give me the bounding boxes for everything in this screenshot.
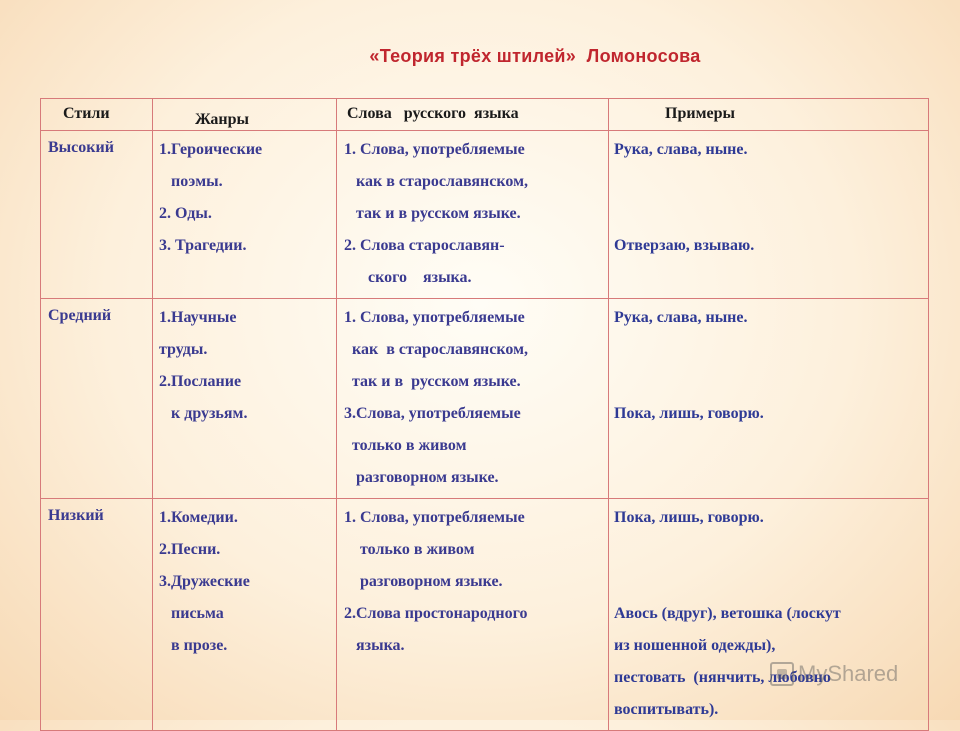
words-cell	[337, 499, 609, 731]
table-row-middle	[41, 299, 929, 499]
genre-line: 1.Героические	[159, 141, 263, 158]
table-header-row	[41, 99, 929, 131]
word-line: 1. Слова, употребляемые	[344, 309, 525, 326]
table-row-low	[41, 499, 929, 731]
example-line	[609, 170, 928, 202]
watermark	[770, 661, 898, 687]
genre-line: поэмы.	[159, 173, 223, 190]
word-line: 2.Слова простонародного	[344, 605, 528, 622]
example-line: Авось (вдруг), ветошка (лоскут	[614, 605, 841, 622]
style-cell: Низкий	[41, 499, 153, 731]
word-line: как в старославянском,	[344, 341, 528, 358]
genre-line: 2.Песни.	[159, 541, 221, 558]
styles-table	[40, 98, 929, 731]
word-line: только в живом	[344, 541, 475, 558]
style-cell: Высокий	[41, 131, 153, 299]
example-line: Рука, слава, ныне.	[614, 309, 748, 326]
example-line	[609, 538, 928, 570]
watermark-logo-icon	[770, 662, 794, 686]
genre-line: 3.Дружеские	[159, 573, 250, 590]
word-line: 2. Слова старославян-	[344, 237, 505, 254]
word-line: так и в русском языке.	[344, 205, 521, 222]
word-line: 1. Слова, употребляемые	[344, 141, 525, 158]
example-line: Рука, слава, ныне.	[614, 141, 748, 158]
examples-cell	[609, 499, 929, 731]
genres-cell	[153, 299, 337, 499]
word-line: языка.	[344, 637, 405, 654]
words-cell	[337, 299, 609, 499]
genre-line: 3. Трагедии.	[159, 237, 247, 254]
genre-line: труды.	[159, 341, 208, 358]
genres-cell	[153, 131, 337, 299]
genre-line: 1.Комедии.	[159, 509, 238, 526]
example-line	[609, 370, 928, 402]
examples-cell	[609, 299, 929, 499]
genre-line: к друзьям.	[159, 405, 248, 422]
example-line: воспитывать).	[614, 701, 719, 718]
watermark-text: MyShared	[798, 661, 899, 686]
examples-cell	[609, 131, 929, 299]
word-line: так и в русском языке.	[344, 373, 521, 390]
example-line: пестовать (нянчить, любовно	[614, 669, 831, 686]
style-cell: Средний	[41, 299, 153, 499]
example-line	[609, 570, 928, 602]
genre-line: 1.Научные	[159, 309, 237, 326]
example-line: Пока, лишь, говорю.	[614, 405, 764, 422]
word-line: ского языка.	[344, 269, 472, 286]
word-line: 3.Слова, употребляемые	[344, 405, 521, 422]
header-words: Слова русского языка	[337, 99, 609, 131]
example-line: Отверзаю, взываю.	[614, 237, 755, 254]
words-cell	[337, 131, 609, 299]
header-genres: Жанры	[153, 99, 337, 131]
genres-cell	[153, 499, 337, 731]
genre-line: письма	[159, 605, 224, 622]
table-row-high	[41, 131, 929, 299]
word-line: как в старославянском,	[344, 173, 528, 190]
example-line	[609, 202, 928, 234]
word-line: 1. Слова, употребляемые	[344, 509, 525, 526]
word-line: разговорном языке.	[344, 469, 499, 486]
page-title: «Теория трёх штилей» Ломоносова	[369, 46, 701, 66]
genre-line: 2.Послание	[159, 373, 242, 390]
word-line: только в живом	[344, 437, 467, 454]
example-line: Пока, лишь, говорю.	[614, 509, 764, 526]
header-examples: Примеры	[609, 99, 929, 131]
header-styles: Стили	[41, 99, 153, 131]
genre-line: 2. Оды.	[159, 205, 212, 222]
genre-line: в прозе.	[159, 637, 228, 654]
example-line: из ношенной одежды),	[614, 637, 776, 654]
word-line: разговорном языке.	[344, 573, 503, 590]
example-line	[609, 338, 928, 370]
